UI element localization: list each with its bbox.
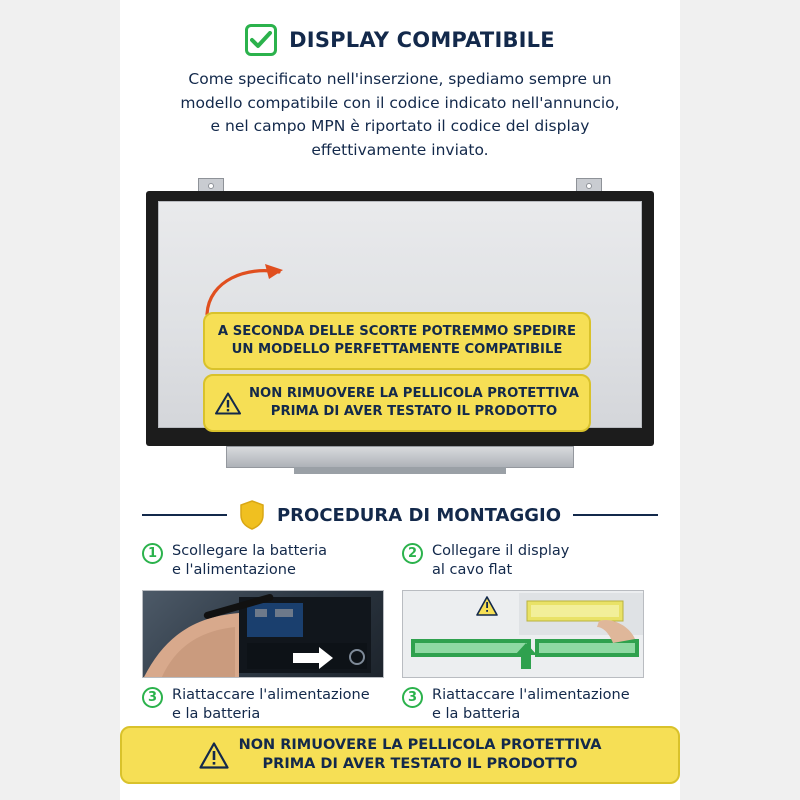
shield-icon bbox=[239, 500, 265, 530]
steps-column-left bbox=[142, 542, 384, 728]
step-number-badge: 3 bbox=[142, 687, 163, 708]
left-margin-rail bbox=[0, 0, 120, 800]
intro-line-3: e nel campo MPN è riportato il codice del display bbox=[210, 117, 590, 136]
step-item bbox=[142, 542, 384, 584]
step-item bbox=[402, 542, 644, 584]
bottom-warning-banner bbox=[120, 726, 680, 784]
panel-mount-tab-left bbox=[198, 178, 224, 192]
step-text bbox=[432, 686, 630, 724]
page-title: DISPLAY COMPATIBILE bbox=[289, 28, 555, 52]
bottom-banner-line-2: PRIMA DI AVER TESTATO IL PRODOTTO bbox=[262, 756, 578, 773]
step-text-line-1: Riattaccare l'alimentazione bbox=[432, 687, 630, 704]
step-number-badge: 2 bbox=[402, 543, 423, 564]
content-column bbox=[120, 0, 680, 800]
panel-screen-surface bbox=[158, 201, 642, 428]
panel-foil-strip bbox=[226, 446, 574, 468]
step-text-line-1: Collegare il display bbox=[432, 543, 570, 560]
step-text-line-2: e la batteria bbox=[172, 706, 261, 723]
step-text-line-1: Scollegare la batteria bbox=[172, 543, 328, 560]
callout1-line-1: A SECONDA DELLE SCORTE POTREMMO SPEDIRE bbox=[217, 324, 577, 340]
callout-protective-film bbox=[203, 374, 591, 432]
heading-rule-right bbox=[573, 514, 658, 516]
section-heading bbox=[120, 500, 680, 530]
step-text bbox=[172, 542, 327, 580]
bottom-banner-line-1: NON RIMUOVERE LA PELLICOLA PROTETTIVA bbox=[238, 737, 602, 754]
step-text-line-2: e la batteria bbox=[432, 706, 521, 723]
heading-rule-left bbox=[142, 514, 227, 516]
check-mark-icon bbox=[245, 24, 277, 56]
flat-cable-connection-photo bbox=[402, 590, 644, 678]
intro-line-2: modello compatibile con il codice indicato nell'annuncio, bbox=[180, 93, 620, 112]
warning-triangle-icon bbox=[199, 742, 229, 769]
intro-paragraph bbox=[150, 68, 650, 162]
callout1-line-2: UN MODELLO PERFETTAMENTE COMPATIBILE bbox=[231, 342, 563, 357]
section-title: PROCEDURA DI MONTAGGIO bbox=[276, 504, 562, 526]
step-number-badge: 1 bbox=[142, 543, 163, 564]
step-text-line-1: Riattaccare l'alimentazione bbox=[172, 687, 370, 704]
steps-column-right bbox=[402, 542, 644, 728]
panel-bezel bbox=[146, 191, 654, 446]
laptop-internals-photo bbox=[142, 590, 384, 678]
right-margin-rail bbox=[680, 0, 800, 800]
step-text-line-2: e l'alimentazione bbox=[172, 562, 296, 579]
panel-bottom-bar bbox=[294, 467, 506, 474]
step-number-badge: 3 bbox=[402, 687, 423, 708]
steps-grid bbox=[120, 530, 680, 728]
step-text bbox=[172, 686, 370, 724]
callout2-line-1: NON RIMUOVERE LA PELLICOLA PROTETTIVA bbox=[248, 386, 580, 402]
callout2-line-2: PRIMA DI AVER TESTATO IL PRODOTTO bbox=[270, 404, 558, 419]
warning-triangle-icon bbox=[215, 392, 241, 415]
intro-line-1: Come specificato nell'inserzione, spediamo sempre un bbox=[188, 70, 612, 88]
step-item bbox=[402, 686, 644, 728]
step-text bbox=[432, 542, 569, 580]
step-text-line-2: al cavo flat bbox=[432, 562, 513, 579]
header bbox=[120, 0, 680, 56]
panel-mount-tab-right bbox=[576, 178, 602, 192]
display-panel-illustration bbox=[146, 178, 654, 478]
intro-line-4: effettivamente inviato. bbox=[311, 140, 489, 159]
curved-arrow-icon bbox=[199, 260, 289, 316]
callout-stock-compatible bbox=[203, 312, 591, 370]
step-item bbox=[142, 686, 384, 728]
